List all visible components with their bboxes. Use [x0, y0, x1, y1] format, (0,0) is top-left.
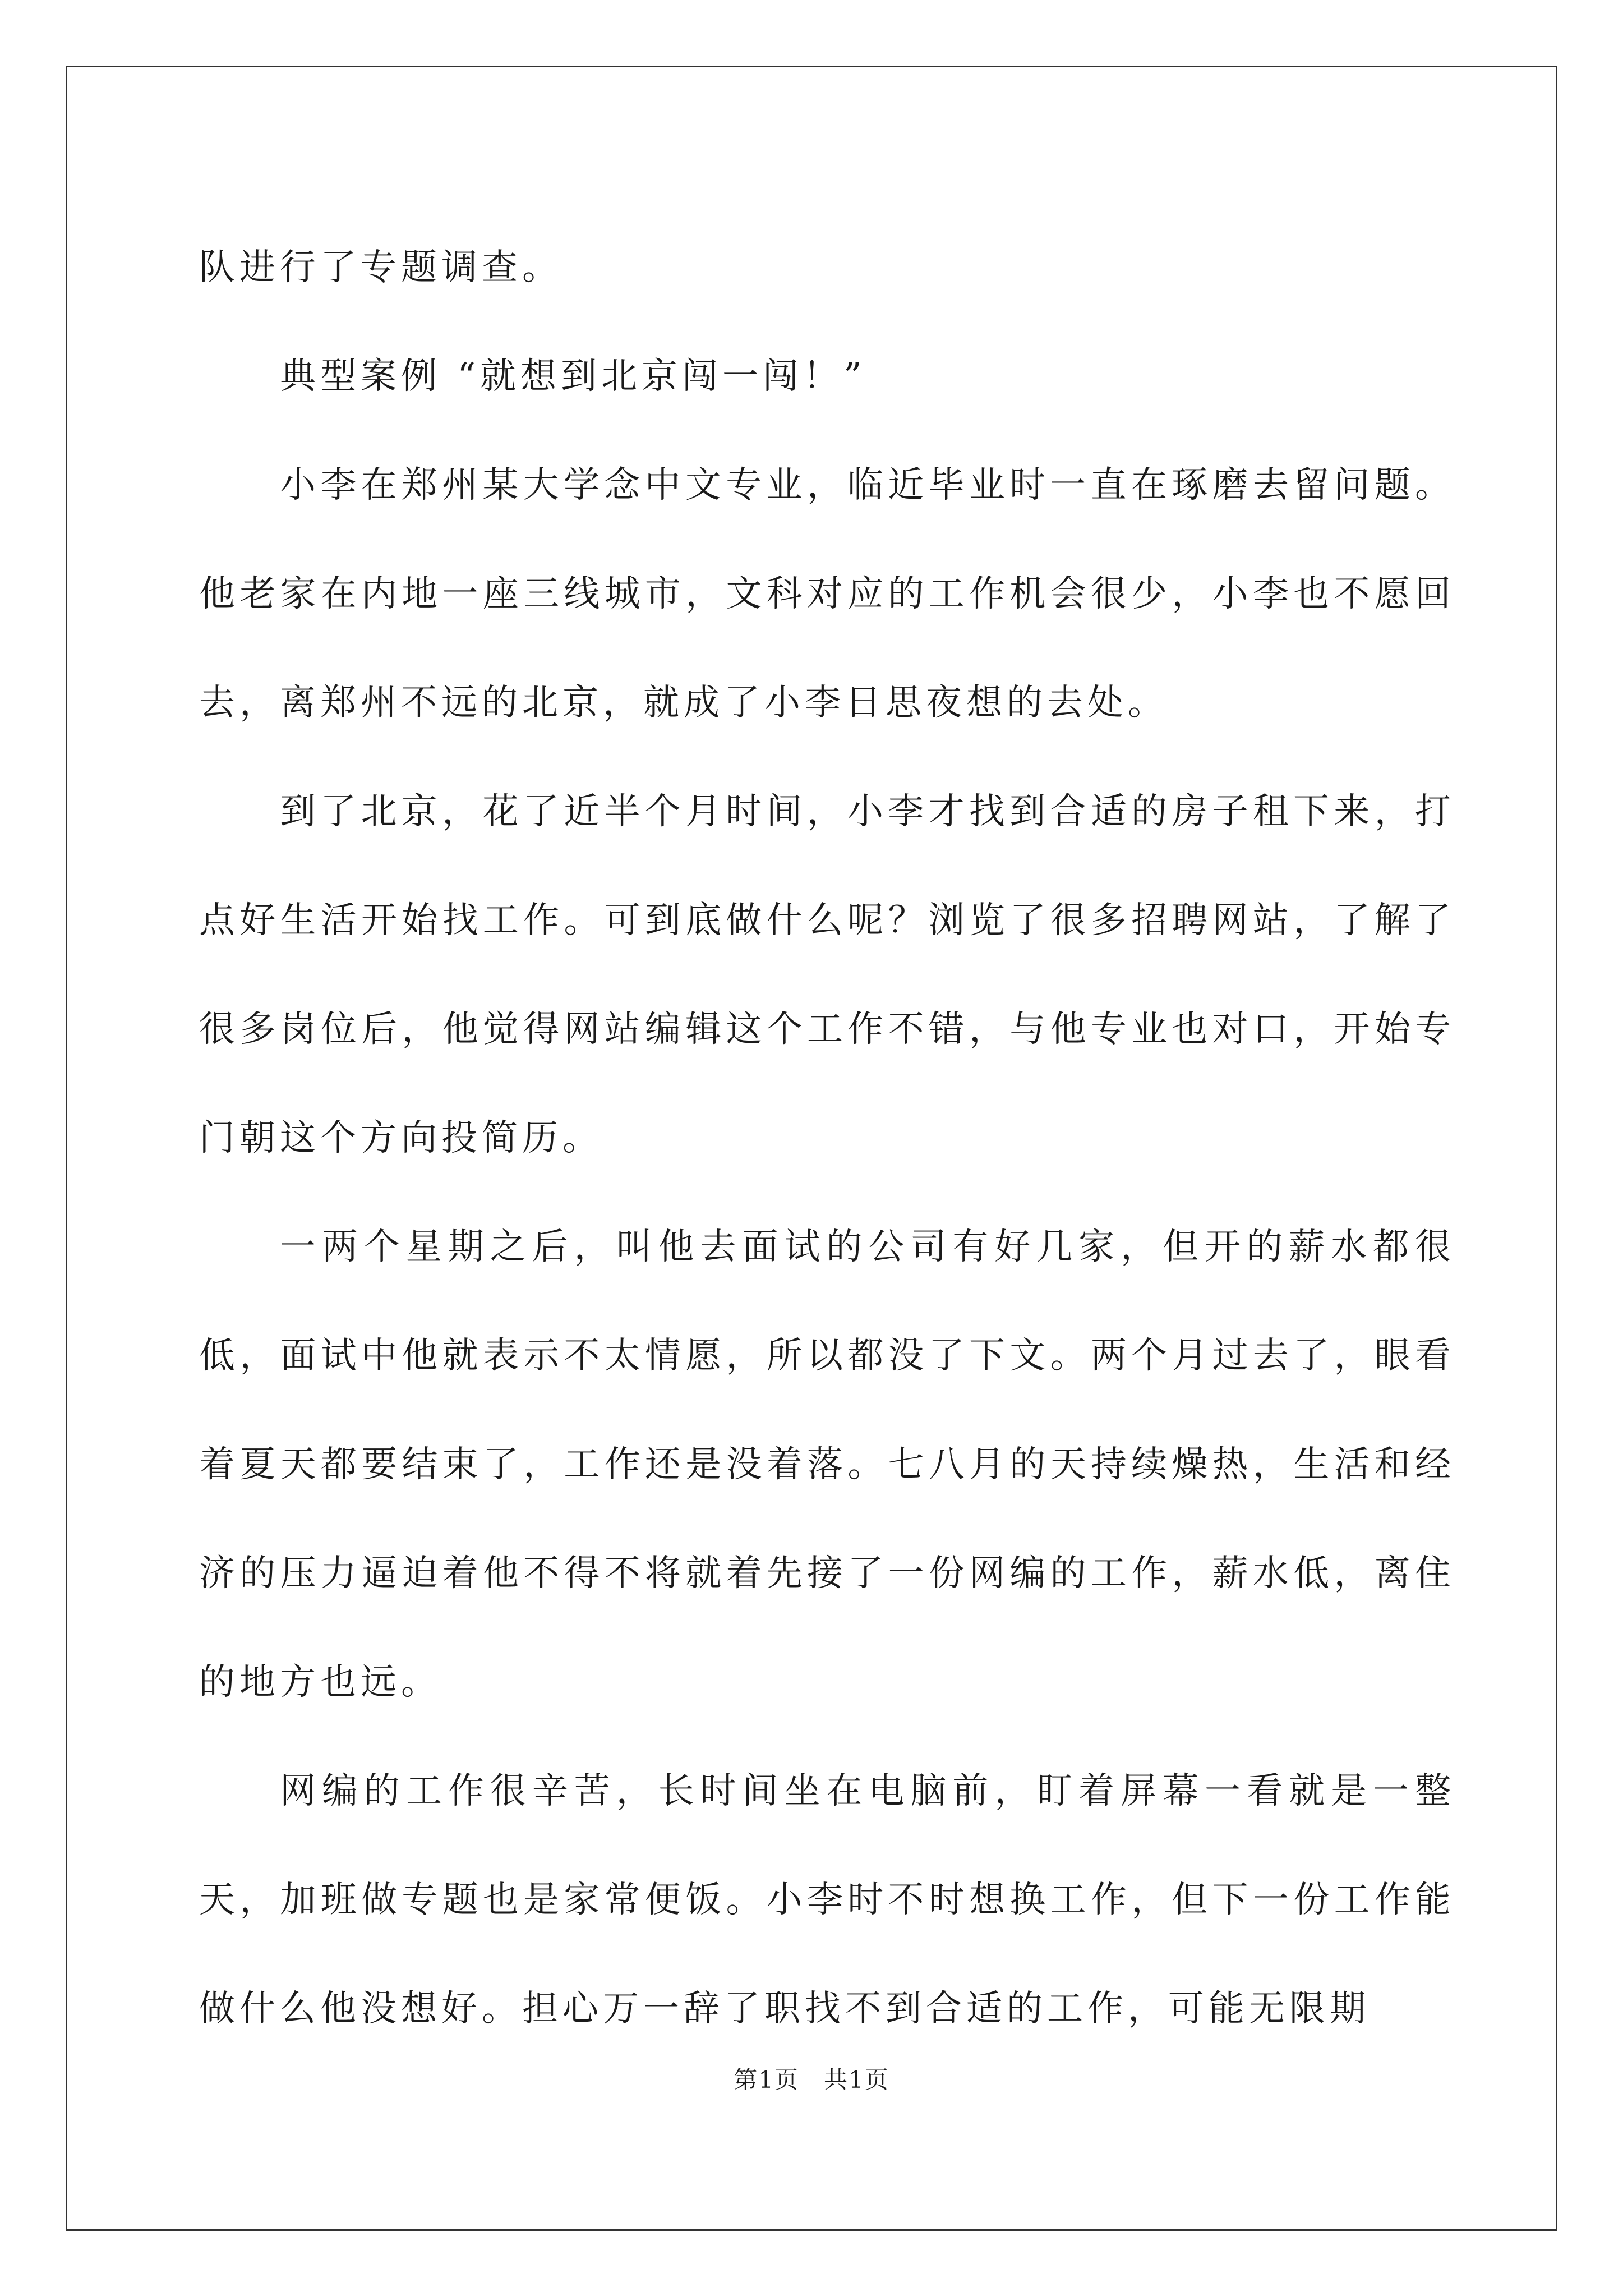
paragraph-2: 典型案例 “就想到北京闯一闯！”	[280, 356, 866, 397]
paragraph-6: 网编的工作很辛苦，长时间坐在电脑前，盯着屏幕一看就是一整天，加班做专题也是家常便饭。小李时不时想换工作，但下一份工作能做什么他没想好。担心万一辞了职找不到合适的工作，可能无限期	[199, 1770, 1455, 2030]
paragraph-1: 队进行了专题调查。	[199, 247, 562, 288]
document-body	[199, 213, 1455, 2063]
paragraph-4: 到了北京，花了近半个月时间，小李才找到合适的房子租下来，打点好生活开始找工作。可到底做什么呢？浏览了很多招聘网站，了解了很多岗位后，他觉得网站编辑这个工作不错，与他专业也对口，开始专门朝这个方向投简历。	[199, 791, 1455, 1159]
paragraph-5: 一两个星期之后，叫他去面试的公司有好几家，但开的薪水都很低，面试中他就表示不太情愿，所以都没了下文。两个月过去了，眼看着夏天都要结束了，工作还是没着落。七八月的天持续燥热，生活和经济的压力逼迫着他不得不将就着先接了一份网编的工作，薪水低，离住的地方也远。	[199, 1226, 1455, 1703]
paragraph-3: 小李在郑州某大学念中文专业，临近毕业时一直在琢磨去留问题。他老家在内地一座三线城市，文科对应的工作机会很少，小李也不愿回去，离郑州不远的北京，就成了小李日思夜想的去处。	[199, 464, 1455, 724]
page-number-footer: 第1页 共1页	[734, 2066, 889, 2093]
